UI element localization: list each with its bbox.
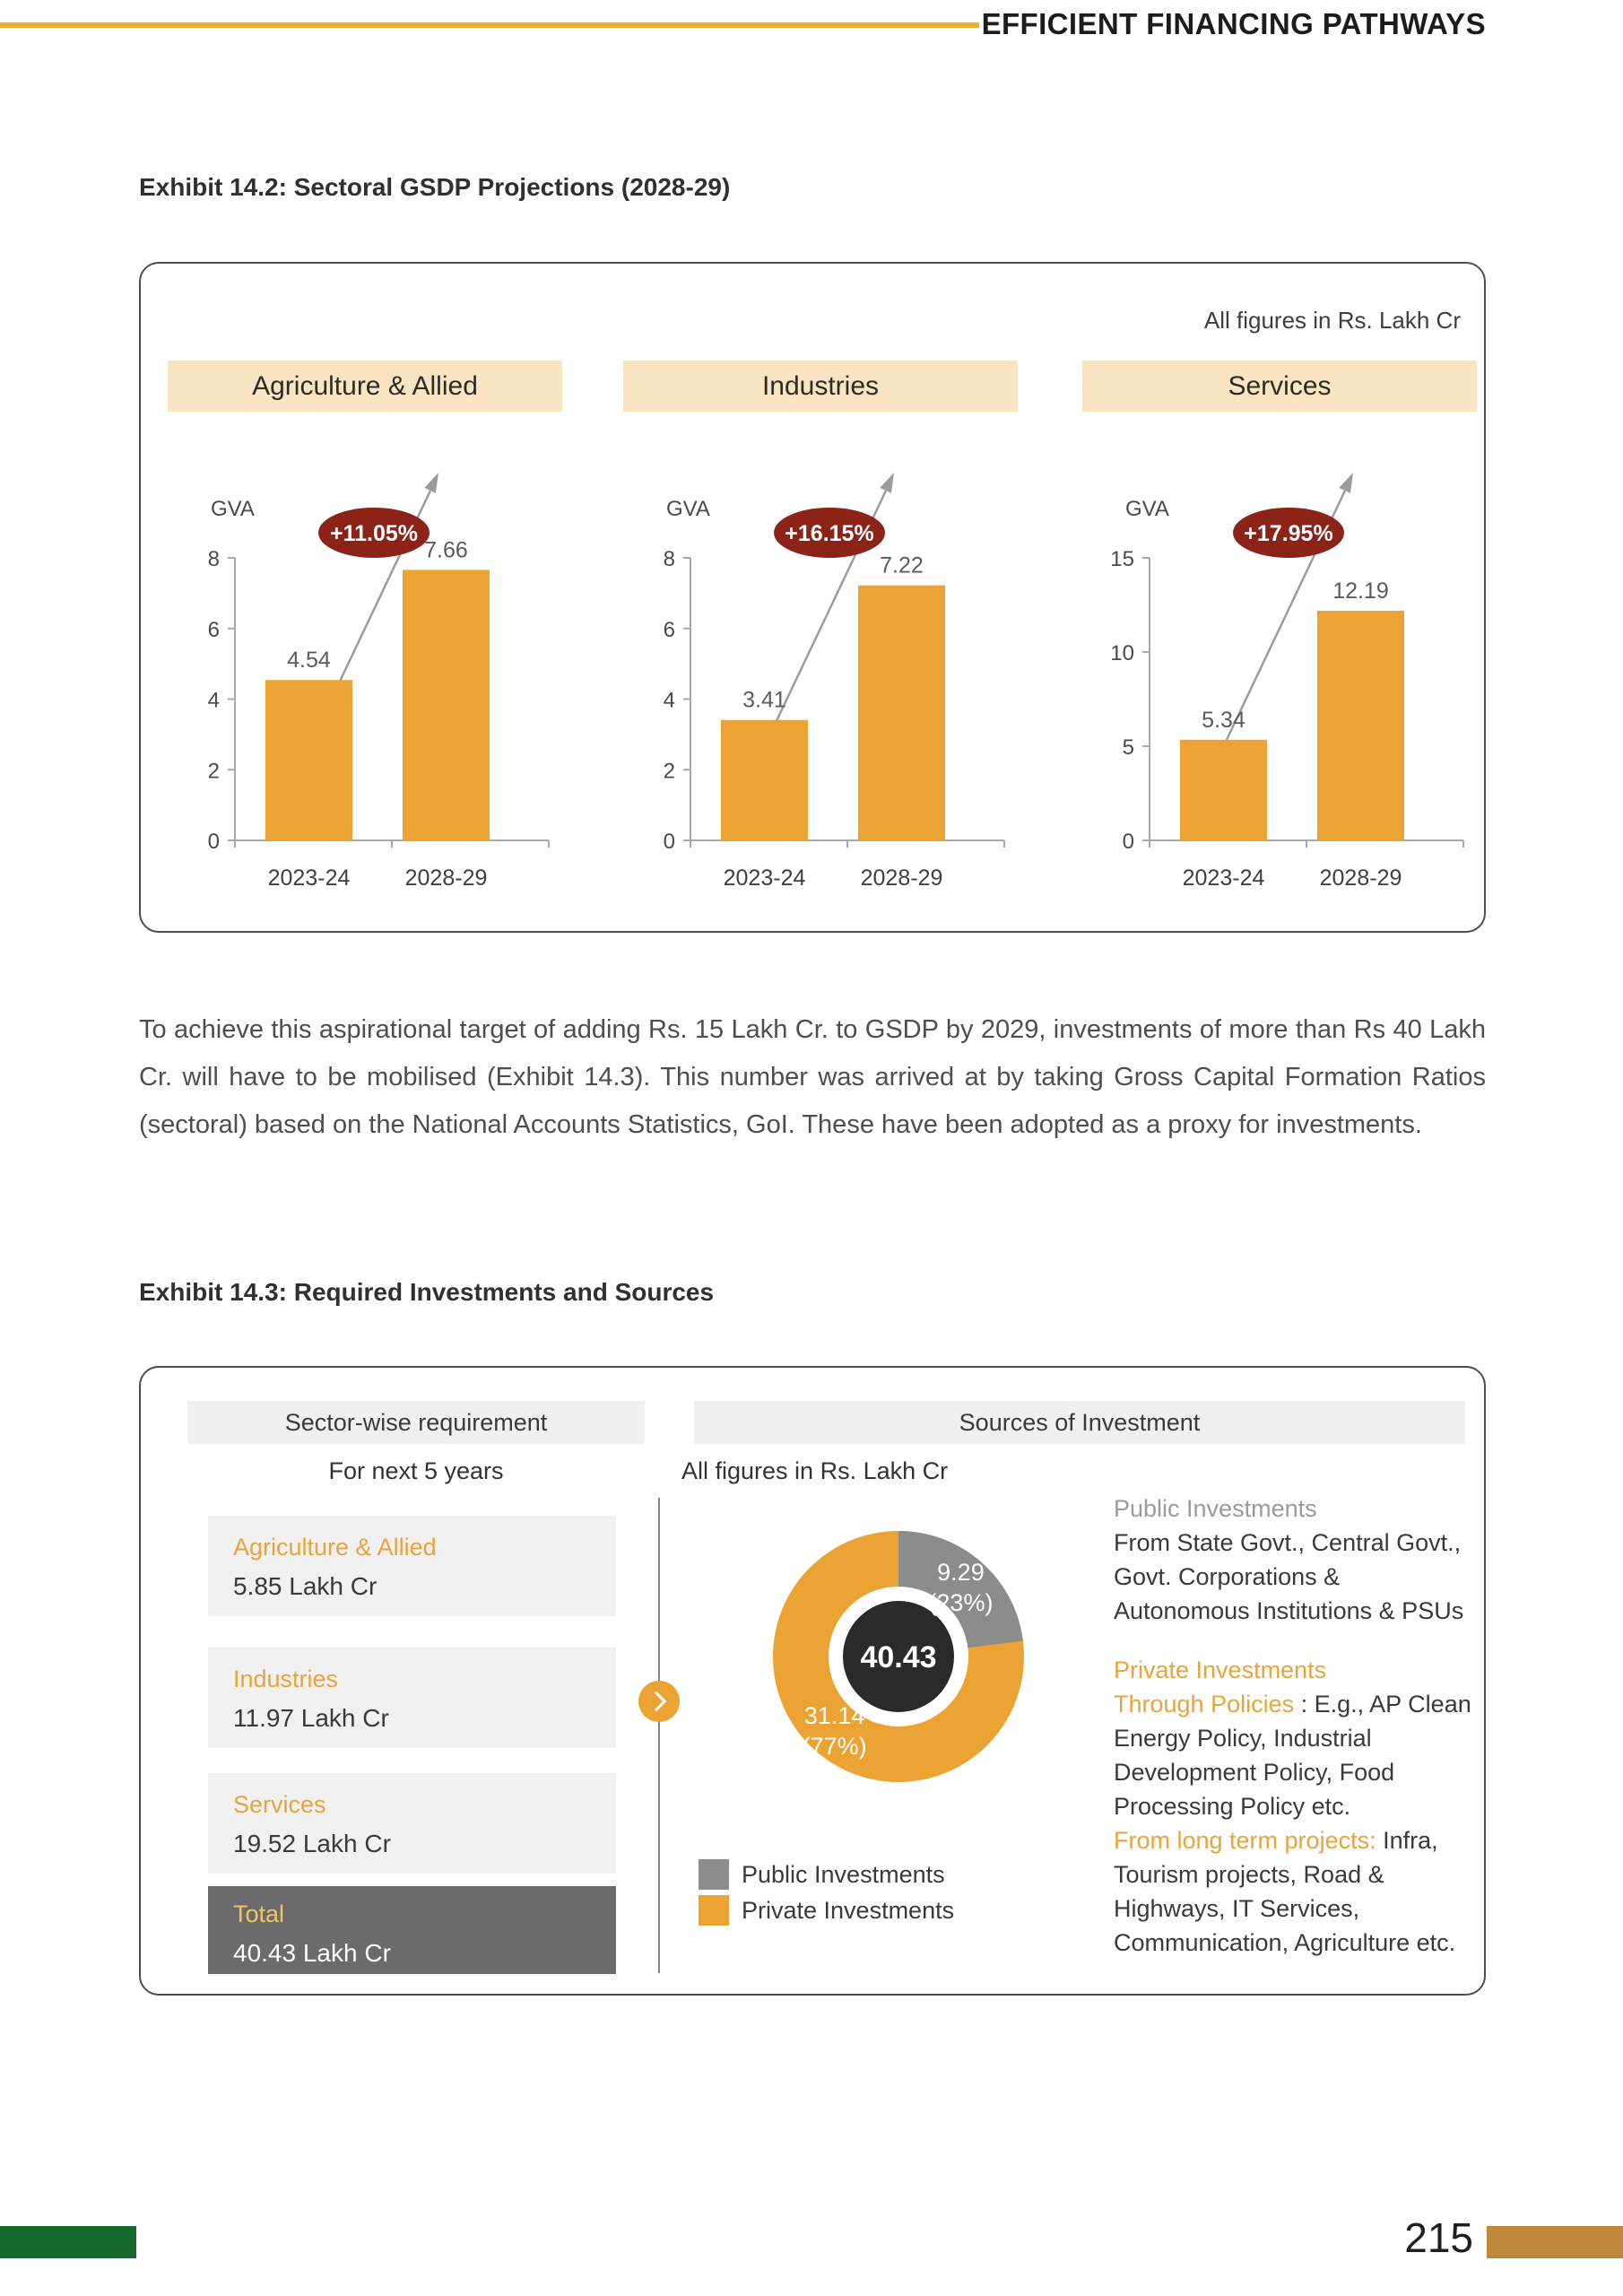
- exhibit-14-2-box: [139, 262, 1486, 933]
- public-investments-title: Public Investments: [1114, 1495, 1317, 1522]
- svg-text:8: 8: [207, 547, 220, 571]
- chart-title-agriculture: Agriculture & Allied: [168, 361, 562, 412]
- donut-chart-investments: [737, 1495, 1060, 1818]
- gva-chart-panel-agriculture: [168, 361, 562, 903]
- total-card-value: 40.43 Lakh Cr: [233, 1939, 391, 1967]
- exhibit-14-3-box: [139, 1366, 1486, 1996]
- through-policies-label: Through Policies: [1114, 1691, 1295, 1718]
- svg-text:9.29: 9.29: [937, 1559, 985, 1587]
- svg-text:GVA: GVA: [666, 497, 710, 521]
- sector-card-label: Agriculture & Allied: [233, 1534, 437, 1561]
- chart-title-industries: Industries: [623, 361, 1018, 412]
- sources-description-column: [1114, 1492, 1472, 1960]
- public-investments-body: From State Govt., Central Govt., Govt. Corporations & Autonomous Institutions & PSUs: [1114, 1529, 1464, 1624]
- svg-text:+17.95%: +17.95%: [1244, 521, 1333, 546]
- svg-text:GVA: GVA: [1125, 497, 1169, 521]
- svg-text:2028-29: 2028-29: [1319, 865, 1402, 891]
- svg-text:(23%): (23%): [928, 1589, 994, 1617]
- gva-chart-panel-services: [1082, 361, 1477, 903]
- through-policies-paragraph: [1114, 1687, 1472, 1823]
- legend-label: Private Investments: [742, 1896, 955, 1924]
- svg-text:4: 4: [663, 688, 675, 713]
- exhibit-14-3-heading: Exhibit 14.3: Required Investments and Sources: [139, 1278, 715, 1306]
- exhibit-14-2-heading: Exhibit 14.2: Sectoral GSDP Projections (2028-29): [139, 173, 731, 201]
- svg-text:40.43: 40.43: [860, 1640, 937, 1674]
- sector-card-value: 19.52 Lakh Cr: [233, 1830, 391, 1857]
- svg-text:2028-29: 2028-29: [404, 865, 488, 891]
- long-term-projects-body: Infra, Tourism projects, Road & Highways, IT Services, Communication, Agriculture etc.: [1114, 1827, 1456, 1956]
- svg-text:6: 6: [663, 617, 675, 642]
- sector-card-label: Industries: [233, 1665, 339, 1692]
- svg-text:0: 0: [663, 830, 675, 854]
- public-swatch-icon: [699, 1859, 729, 1890]
- svg-text:2028-29: 2028-29: [860, 865, 943, 891]
- svg-text:4: 4: [207, 688, 220, 713]
- chart-title-services: Services: [1082, 361, 1477, 412]
- chapter-title: EFFICIENT FINANCING PATHWAYS: [981, 7, 1486, 40]
- long-term-projects-paragraph: [1114, 1823, 1472, 1960]
- svg-text:2: 2: [207, 759, 220, 784]
- sources-header: Sources of Investment: [694, 1401, 1465, 1444]
- chevron-right-icon: [638, 1681, 680, 1722]
- spacer: [1114, 1628, 1472, 1653]
- sector-card-label: Services: [233, 1791, 326, 1818]
- column-divider: [658, 1498, 660, 1973]
- svg-text:GVA: GVA: [211, 497, 255, 521]
- svg-text:0: 0: [207, 830, 220, 854]
- bar-chart-agriculture: [168, 437, 562, 903]
- chevron-glyph: [647, 1692, 667, 1712]
- sector-wise-header: Sector-wise requirement: [187, 1401, 645, 1444]
- svg-text:0: 0: [1122, 830, 1134, 854]
- bar-chart-industries: [623, 437, 1018, 903]
- header-accent-line: [0, 22, 979, 28]
- svg-text:10: 10: [1110, 641, 1134, 665]
- long-term-projects-label: From long term projects:: [1114, 1827, 1376, 1854]
- sector-card-agriculture: [208, 1516, 616, 1616]
- svg-text:31.14: 31.14: [803, 1702, 865, 1730]
- svg-text:6: 6: [207, 617, 220, 642]
- svg-text:12.19: 12.19: [1332, 578, 1389, 604]
- private-investments-title: Private Investments: [1114, 1657, 1327, 1683]
- gva-chart-panel-industries: [623, 361, 1018, 903]
- svg-text:4.54: 4.54: [287, 648, 331, 674]
- sector-card-total: [208, 1886, 616, 1974]
- sector-card-value: 5.85 Lakh Cr: [233, 1572, 378, 1600]
- svg-text:2023-24: 2023-24: [1182, 865, 1265, 891]
- body-paragraph: To achieve this aspirational target of adding Rs. 15 Lakh Cr. to GSDP by 2029, investments of more than Rs 40 Lakh Cr. will have to be mobilised (Exhibit 14.3). This number was arrived at by taking Gross Capital Formation Ratios (sectoral) based on the National Accounts Statistics, GoI. These have been adopted as a proxy for investments.: [139, 1015, 1486, 1139]
- svg-text:8: 8: [663, 547, 675, 571]
- sector-card-industries: [208, 1648, 616, 1748]
- svg-text:(77%): (77%): [802, 1733, 867, 1761]
- sector-card-services: [208, 1773, 616, 1874]
- units-note: All figures in Rs. Lakh Cr: [1203, 307, 1461, 334]
- legend-item-private: [699, 1895, 954, 1926]
- svg-text:15: 15: [1110, 547, 1134, 571]
- donut-legend: [699, 1859, 954, 1931]
- total-card-label: Total: [233, 1900, 285, 1927]
- private-swatch-icon: [699, 1895, 729, 1926]
- bar-chart-services: [1082, 437, 1477, 903]
- right-units-note: All figures in Rs. Lakh Cr: [681, 1457, 949, 1484]
- legend-item-public: [699, 1859, 954, 1890]
- left-subheader: For next 5 years: [328, 1457, 504, 1484]
- svg-text:3.41: 3.41: [742, 687, 786, 713]
- page-number: 215: [1404, 2214, 1473, 2261]
- sector-card-value: 11.97 Lakh Cr: [233, 1704, 389, 1732]
- svg-text:7.22: 7.22: [880, 552, 924, 578]
- svg-text:+11.05%: +11.05%: [329, 521, 419, 546]
- footer-gold-bar: [1487, 2226, 1623, 2258]
- svg-text:2023-24: 2023-24: [723, 865, 806, 891]
- through-policies-body: : E.g., AP Clean Energy Policy, Industrial Development Policy, Food Processing Policy etc.: [1114, 1691, 1471, 1820]
- footer-green-bar: [0, 2226, 136, 2258]
- legend-label: Public Investments: [742, 1860, 945, 1888]
- svg-text:5.34: 5.34: [1202, 707, 1245, 733]
- svg-text:7.66: 7.66: [424, 537, 468, 563]
- svg-text:+16.15%: +16.15%: [785, 521, 874, 546]
- svg-text:5: 5: [1122, 735, 1134, 760]
- svg-text:2023-24: 2023-24: [267, 865, 351, 891]
- svg-text:2: 2: [663, 759, 675, 784]
